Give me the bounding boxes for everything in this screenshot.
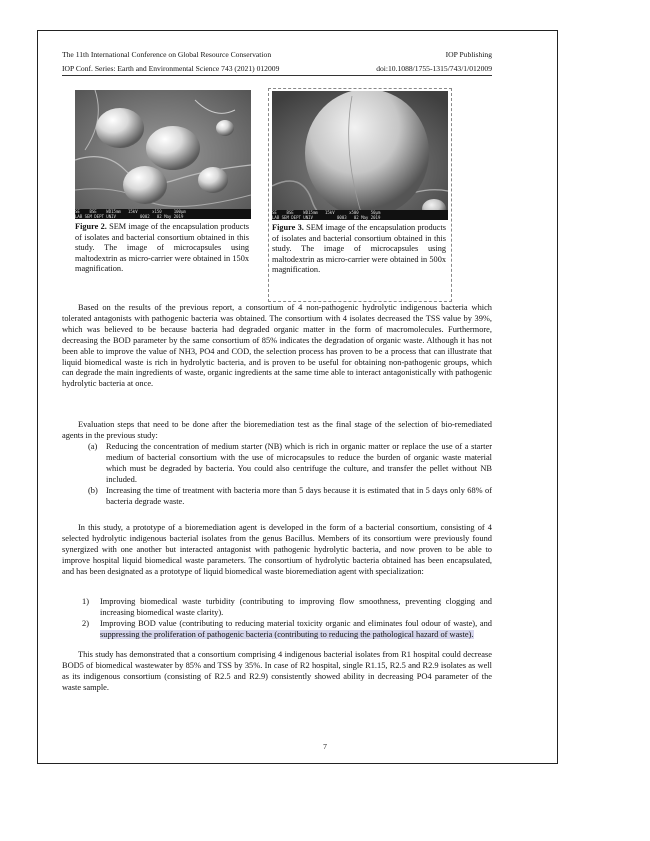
list-item-text: Improving BOD value (contributing to reducing material toxicity organic and eliminates foul odour of waste), and xyxy=(100,618,492,628)
list-item xyxy=(88,486,492,508)
figure-3 xyxy=(268,88,452,302)
conference-title: The 11th International Conference on Global Resource Conservation xyxy=(62,50,272,59)
doi-text: doi:10.1088/1755-1315/743/1/012009 xyxy=(376,64,492,73)
figure-3-caption-text: SEM image of the encapsulation products of isolates and bacterial consortium obtained in this study. The image of microcapsules using maltodextrin as micro-carrier were obtained in 500x magnification. xyxy=(272,223,446,275)
list-item xyxy=(82,597,492,619)
paragraph-conclusion: This study has demonstrated that a consortium comprising 4 indigenous bacterial isolates from R1 hospital could decrease BOD5 of biomedical wastewater by 85% and TSS by 35%. In case of R2 hospital, single R1.15, R2.5 and R2.9 isolates as well as its indigenous consortium (consisting of R2.5 and R2.9) consistently showed ability in decreasing PO4 parameter of the waste sample. xyxy=(62,650,492,692)
list-marker: 1) xyxy=(82,597,89,606)
paragraph-evaluation: Evaluation steps that need to be done after the bioremediation test as the final stage of the selection of bio-remediated agents in the previous study: xyxy=(62,420,492,440)
series-line xyxy=(62,64,492,74)
figure-2-sem-image xyxy=(75,90,251,219)
highlighted-text[interactable]: suppressing the proliferation of pathogenic bacteria (contributing to reducing the pathological hazard of waste). xyxy=(100,629,474,639)
figure-2-label: Figure 2. xyxy=(75,222,107,231)
figure-3-label: Figure 3. xyxy=(272,223,304,232)
specialization-list xyxy=(82,597,492,641)
figure-3-databar: SE BSE WD15mm 15kV x500 50µm LAB SEM DEPT UNIV 0003 02 May 2019 xyxy=(272,210,448,220)
figure-2 xyxy=(72,88,254,300)
running-header xyxy=(62,50,492,60)
figure-2-databar: SE BSE WD15mm 15kV x150 100µm LAB SEM DEPT UNIV 0002 02 May 2019 xyxy=(75,209,251,219)
paragraph-prototype: In this study, a prototype of a bioremediation agent is developed in the form of a bacterial consortium, consisting of 4 selected hydrolytic indigenous bacterial isolates from the genus Bacillus. Members of its consortium were previously found synergized with one another but interacted antagonist with pathogenic hydrolytic bacteria, and now proven to be able to improve hospital liquid biomedical waste parameters. The consortium of hydrolytic bacteria obtained has been encapsulated, and has been designated as a prototype of liquid biomedical waste bioremediation agent with specialization: xyxy=(62,523,492,576)
list-marker: (a) xyxy=(88,442,98,451)
publisher-name: IOP Publishing xyxy=(445,50,492,59)
list-marker: 2) xyxy=(82,618,89,628)
list-marker: (b) xyxy=(88,485,98,495)
paragraph-results: Based on the results of the previous report, a consortium of 4 non-pathogenic hydrolytic indigenous bacteria which tolerated antagonists with pathogenic bacteria was obtained. The consortium with 4 isolates decreased the TSS value by 39%, which was believed to be because bacteria had degraded organic matter in the form of macromolecules. Furthermore, decreasing the BOD parameter by the same consortium of 85% indicates the degradation of organic waste. Although it has not been able to improve the value of NH3, PO4 and COD, the selection process has proven to be a process that can illustrate that liquid biomedical waste is rich in hydrolytic bacteria, and is proven to be useful for obtaining non-pathogenic groups, which can degrade the main ingredients of waste, organic ingredients at the same time able to interact antagonistically with pathogenic hydrolytic bacteria at once. xyxy=(62,303,492,389)
list-item-text: Reducing the concentration of medium starter (NB) which is rich in organic matter or replace the use of a starter medium of bacterial consortium with the use of microcapsules to reduce the burden of organic waste material which must be degraded by bacteria. You could also centrifuge the culture, and transfer the pellet without NB included. xyxy=(106,442,492,484)
evaluation-list xyxy=(88,442,492,507)
list-item-text: Increasing the time of treatment with bacteria more than 5 days because it is estimated that in 5 days only 68% of bacteria degrade waste. xyxy=(106,485,492,506)
series-text: IOP Conf. Series: Earth and Environmental Science 743 (2021) 012009 xyxy=(62,64,280,73)
figure-2-caption-text: SEM image of the encapsulation products of isolates and bacterial consortium obtained in this study. The image of microcapsules using maltodextrin as micro-carrier were obtained in 150x magnification. xyxy=(75,222,249,274)
figure-3-sem-image xyxy=(272,91,448,220)
list-item-text: Improving biomedical waste turbidity (contributing to improving flow smoothness, preventing clogging and increasing biomedical waste clarity). xyxy=(100,597,492,617)
page-number: 7 xyxy=(323,742,327,751)
list-item xyxy=(82,619,492,641)
list-item xyxy=(88,442,492,486)
header-rule xyxy=(62,75,492,76)
figure-3-caption xyxy=(272,223,446,276)
figure-2-caption xyxy=(75,222,249,275)
